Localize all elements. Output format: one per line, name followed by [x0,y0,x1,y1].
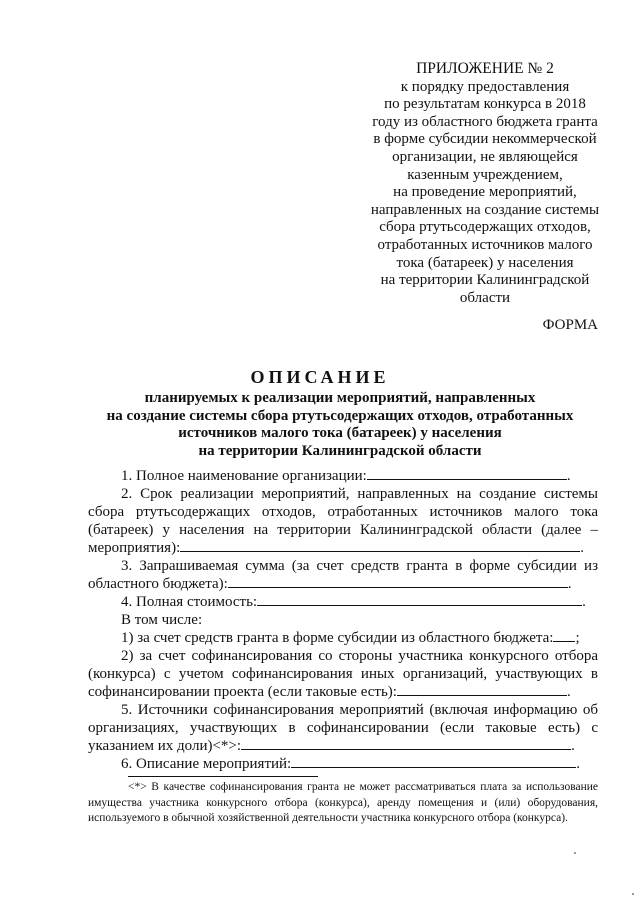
subtitle-line: на создание системы сбора ртутьсодержащих отходов, отработанных [106,407,574,424]
item-3 [88,557,598,593]
appendix-title: ПРИЛОЖЕНИЕ № 2 [416,60,554,77]
appendix-line: области [459,289,511,306]
item-5-label: 5. Источники софинансирования мероприятий (включая информацию об организациях, участвующих в софинансировании (если таковые есть) с указанием их доли)<*>: [88,702,598,754]
period-field[interactable] [180,539,580,552]
item-4-2 [88,647,598,701]
appendix-line: сбора ртутьсодержащих отходов, [379,219,591,236]
item-4-including: В том числе: [121,612,203,628]
subtitle-line: планируемых к реализации мероприятий, направленных [144,390,536,406]
item-4-2-end: . [566,684,571,700]
item-2-end: . [580,540,584,556]
item-2-label: 2. Срок реализации мероприятий, направленных на создание системы сбора ртутьсодержащих отходов, отработанных источников малого тока (батареек) у населения на территории Калининградской области (далее – мероприятия): [88,486,598,556]
organization-name-field[interactable] [367,467,567,480]
item-1-label: 1. Полное наименование организации: [121,468,367,484]
scan-speck [632,893,634,895]
appendix-line: по результатам конкурса в 2018 [384,96,586,113]
footnote-separator [128,776,318,777]
appendix-line: на территории Калининградской [380,272,590,289]
item-3-end: . [567,576,572,592]
footnote-text: <*> В качестве софинансирования гранта не может рассматриваться плата за использование имущества участника конкурсного отбора (конкурса), аренду помещения и (или) оборудования, используемого в обычной хозяйственной деятельности участника конкурсного отбора (конкурса). [88,781,598,824]
grant-amount-field[interactable] [553,629,575,642]
activities-description-field[interactable] [291,755,576,768]
subtitle-line: на территории Калининградской области [198,442,482,459]
item-5 [88,701,598,755]
appendix-block [355,60,615,307]
appendix-line: к порядку предоставления [400,78,570,95]
total-cost-field[interactable] [257,593,582,606]
appendix-line: отработанных источников малого [377,236,593,253]
appendix-line: направленных на создание системы [370,201,600,218]
item-2 [88,485,598,557]
item-3-label: 3. Запрашиваемая сумма (за счет средств гранта в форме субсидии из областного бюджета): [88,558,598,592]
document-title: ОПИСАНИЕ [250,367,390,387]
requested-amount-field[interactable] [228,575,568,588]
scan-speck [574,852,576,854]
item-5-end: . [571,738,575,754]
document-subtitle [80,390,600,460]
item-6-label: 6. Описание мероприятий: [121,756,292,772]
item-1-end: . [566,468,571,484]
cofinancing-sources-field[interactable] [241,737,571,750]
cofinancing-amount-field[interactable] [397,683,567,696]
form-body [88,467,598,773]
form-label: ФОРМА [542,317,598,333]
item-4-end: . [582,594,586,610]
footnote [88,780,598,827]
item-4-label: 4. Полная стоимость: [121,594,258,610]
subtitle-line: источников малого тока (батареек) у населения [178,425,502,441]
appendix-line: тока (батареек) у населения [396,254,574,271]
appendix-line: казенным учреждением, [407,166,563,183]
item-4 [88,593,598,611]
appendix-line: на проведение мероприятий, [393,184,577,201]
item-4-1-label: 1) за счет средств гранта в форме субсидии из областного бюджета: [121,630,554,646]
item-6-end: . [576,756,580,772]
appendix-line: году из областного бюджета гранта [372,113,598,130]
appendix-line: организации, не являющейся [392,148,578,165]
appendix-line: в форме субсидии некоммерческой [373,131,597,148]
item-6 [88,755,598,773]
item-1 [88,467,598,485]
item-4-1 [88,629,598,647]
item-4-1-end: ; [575,630,580,646]
item-4-2-label: 2) за счет софинансирования со стороны участника конкурсного отбора (конкурса) с учетом софинансирования иных организаций, участвующих в софинансировании проекта (если таковые есть): [88,648,598,700]
